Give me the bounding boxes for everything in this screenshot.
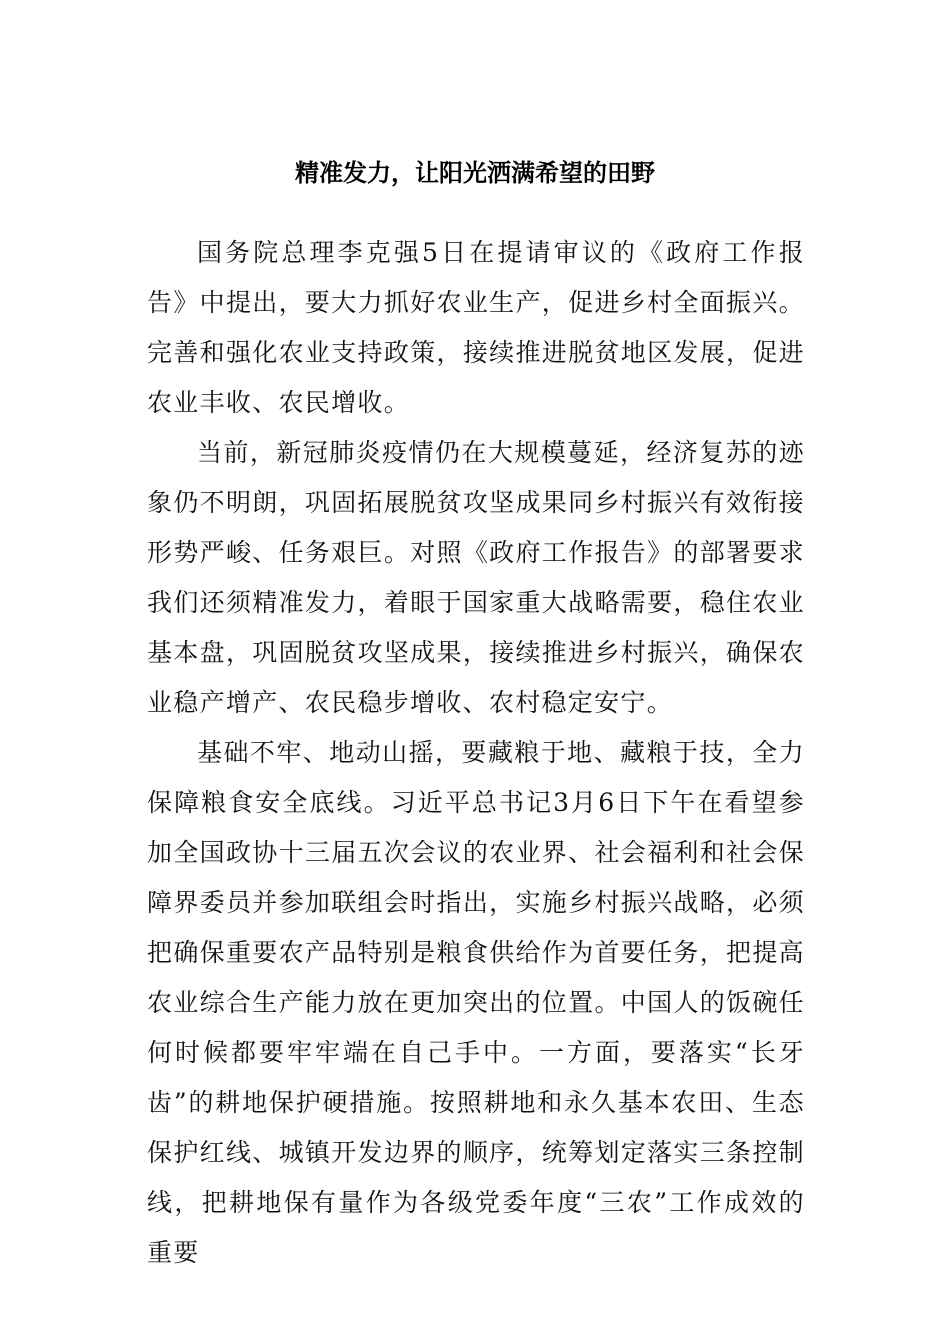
paragraph-3: 基础不牢、地动山摇，要藏粮于地、藏粮于技，全力保障粮食安全底线。习近平总书记3月6日下午在看望参加全国政协十三届五次会议的农业界、社会福利和社会保障界委员并参加联组会时指出，实施乡村振兴战略，必须把确保重要农产品特别是粮食供给作为首要任务，把提高农业综合生产能力放在更加突出的位置。中国人的饭碗任何时候都要牢牢端在自己手中。一方面，要落实“长牙齿”的耕地保护硬措施。按照耕地和永久基本农田、生态保护红线、城镇开发边界的顺序，统筹划定落实三条控制线，把耕地保有量作为各级党委年度“三农”工作成效的重要 bbox=[147, 738, 805, 1267]
paragraph-2: 当前，新冠肺炎疫情仍在大规模蔓延，经济复苏的迹象仍不明朗，巩固拓展脱贫攻坚成果同乡村振兴有效衔接形势严峻、任务艰巨。对照《政府工作报告》的部署要求我们还须精准发力，着眼于国家重大战略需要，稳住农业基本盘，巩固脱贫攻坚成果，接续推进乡村振兴，确保农业稳产增产、农民稳步增收、农村稳定安宁。 bbox=[147, 438, 805, 717]
document-title: 精准发力，让阳光洒满希望的田野 bbox=[295, 159, 655, 187]
document-body bbox=[147, 228, 805, 1278]
paragraph-1: 国务院总理李克强5日在提请审议的《政府工作报告》中提出，要大力抓好农业生产，促进乡村全面振兴。完善和强化农业支持政策，接续推进脱贫地区发展，促进农业丰收、农民增收。 bbox=[147, 238, 805, 417]
